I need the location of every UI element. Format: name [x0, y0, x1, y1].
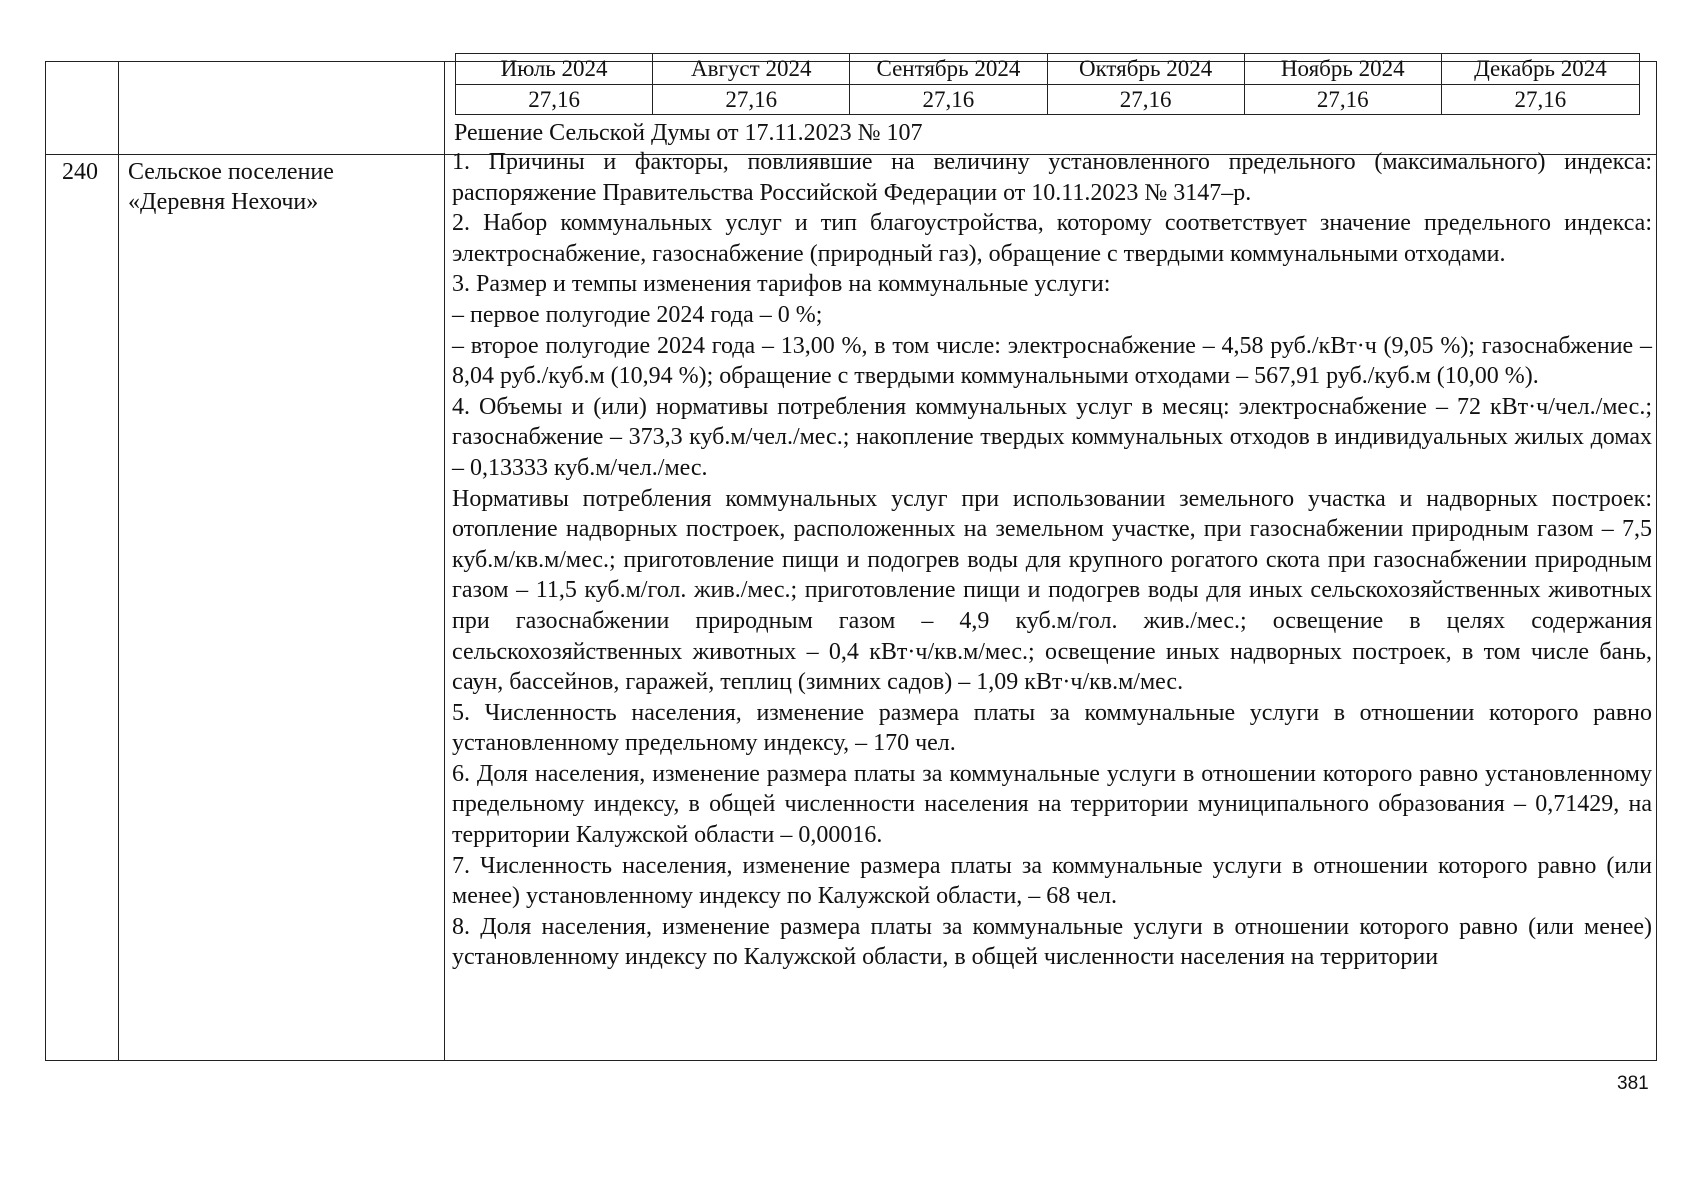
paragraph: – первое полугодие 2024 года – 0 %; — [452, 301, 823, 328]
decision-reference: Решение Сельской Думы от 17.11.2023 № 107 — [454, 120, 923, 146]
month-value: 27,16 — [850, 85, 1047, 115]
month-value: 27,16 — [653, 85, 850, 115]
paragraph: 4. Объемы и (или) нормативы потребления коммунальных услуг в месяц: электроснабжение – 72 кВт·ч/чел./мес.; газоснабжение – 373,3 куб.м/чел./мес.; накопление твердых коммунальных отходов в индивидуальных жилых домах – 0,13333 куб.м/чел./мес. — [452, 393, 1652, 481]
page-number: 381 — [1617, 1073, 1649, 1094]
month-header: Ноябрь 2024 — [1245, 54, 1442, 85]
month-value: 27,16 — [1245, 85, 1442, 115]
settlement-name-line: Сельское поселение — [128, 159, 334, 185]
monthly-index-table — [455, 53, 1640, 115]
column-divider — [118, 61, 119, 1061]
paragraph: 5. Численность населения, изменение размера платы за коммунальные услуги в отношении которого равно установленному предельному индексу, – 170 чел. — [452, 699, 1652, 757]
paragraph: 6. Доля населения, изменение размера платы за коммунальные услуги в отношении которого равно установленному предельному индексу, в общей численности населения на территории муниципального образования – 0,71429, на территории Калужской области – 0,00016. — [452, 760, 1652, 849]
column-divider — [444, 61, 445, 1061]
paragraph: – второе полугодие 2024 года – 13,00 %, в том числе: электроснабжение – 4,58 руб./кВт·ч (9,05 %); газоснабжение – 8,04 руб./куб.м (10,94 %); обращение с твердыми коммунальными отходами – 567,91 руб./куб.м (10,00 %). — [452, 332, 1652, 390]
row-number: 240 — [62, 159, 98, 185]
month-header: Октябрь 2024 — [1048, 54, 1245, 85]
settlement-name-line: «Деревня Нехочи» — [128, 189, 319, 215]
month-header: Август 2024 — [653, 54, 850, 85]
row-content — [452, 147, 1652, 973]
settlement-name — [128, 157, 428, 217]
paragraph: 8. Доля населения, изменение размера платы за коммунальные услуги в отношении которого равно (или менее) установленному индексу по Калужской области, в общей численности населения на территории — [452, 913, 1652, 971]
month-value: 27,16 — [456, 85, 653, 115]
paragraph: 7. Численность населения, изменение размера платы за коммунальные услуги в отношении которого равно (или менее) установленному индексу по Калужской области, – 68 чел. — [452, 852, 1652, 910]
month-header: Декабрь 2024 — [1442, 54, 1639, 85]
month-header: Сентябрь 2024 — [850, 54, 1047, 85]
paragraph: 2. Набор коммунальных услуг и тип благоустройства, которому соответствует значение предельного индекса: электроснабжение, газоснабжение (природный газ), обращение с твердыми коммунальными отходами. — [452, 210, 1652, 267]
paragraph: 1. Причины и факторы, повлиявшие на величину установленного предельного (максимального) индекса: распоряжение Правительства Российской Федерации от 10.11.2023 № 3147–р. — [452, 149, 1652, 206]
paragraph: 3. Размер и темпы изменения тарифов на коммунальные услуги: — [452, 271, 1111, 298]
month-header: Июль 2024 — [456, 54, 653, 85]
month-value: 27,16 — [1514, 87, 1567, 112]
paragraph: Нормативы потребления коммунальных услуг при использовании земельного участка и надворных построек: отопление надворных построек, расположенных на земельном участке, при газоснабжении природным газом – 7,5 куб.м/кв.м/мес.; приготовление пищи и подогрев воды для крупного рогатого скота при газоснабжении природным газом – 11,5 куб.м/гол. жив./мес.; приготовление пищи и подогрев воды для иных сельскохозяйственных животных при газоснабжении природным газом – 4,9 куб.м/гол. жив./мес.; освещение в целях содержания сельскохозяйственных животных – 0,4 кВт·ч/кв.м/мес.; освещение иных надворных построек, в том числе бань, саун, бассейнов, гаражей, теплиц (зимних садов) – 1,09 кВт·ч/кв.м/мес. — [452, 485, 1652, 696]
month-value: 27,16 — [1048, 85, 1245, 115]
